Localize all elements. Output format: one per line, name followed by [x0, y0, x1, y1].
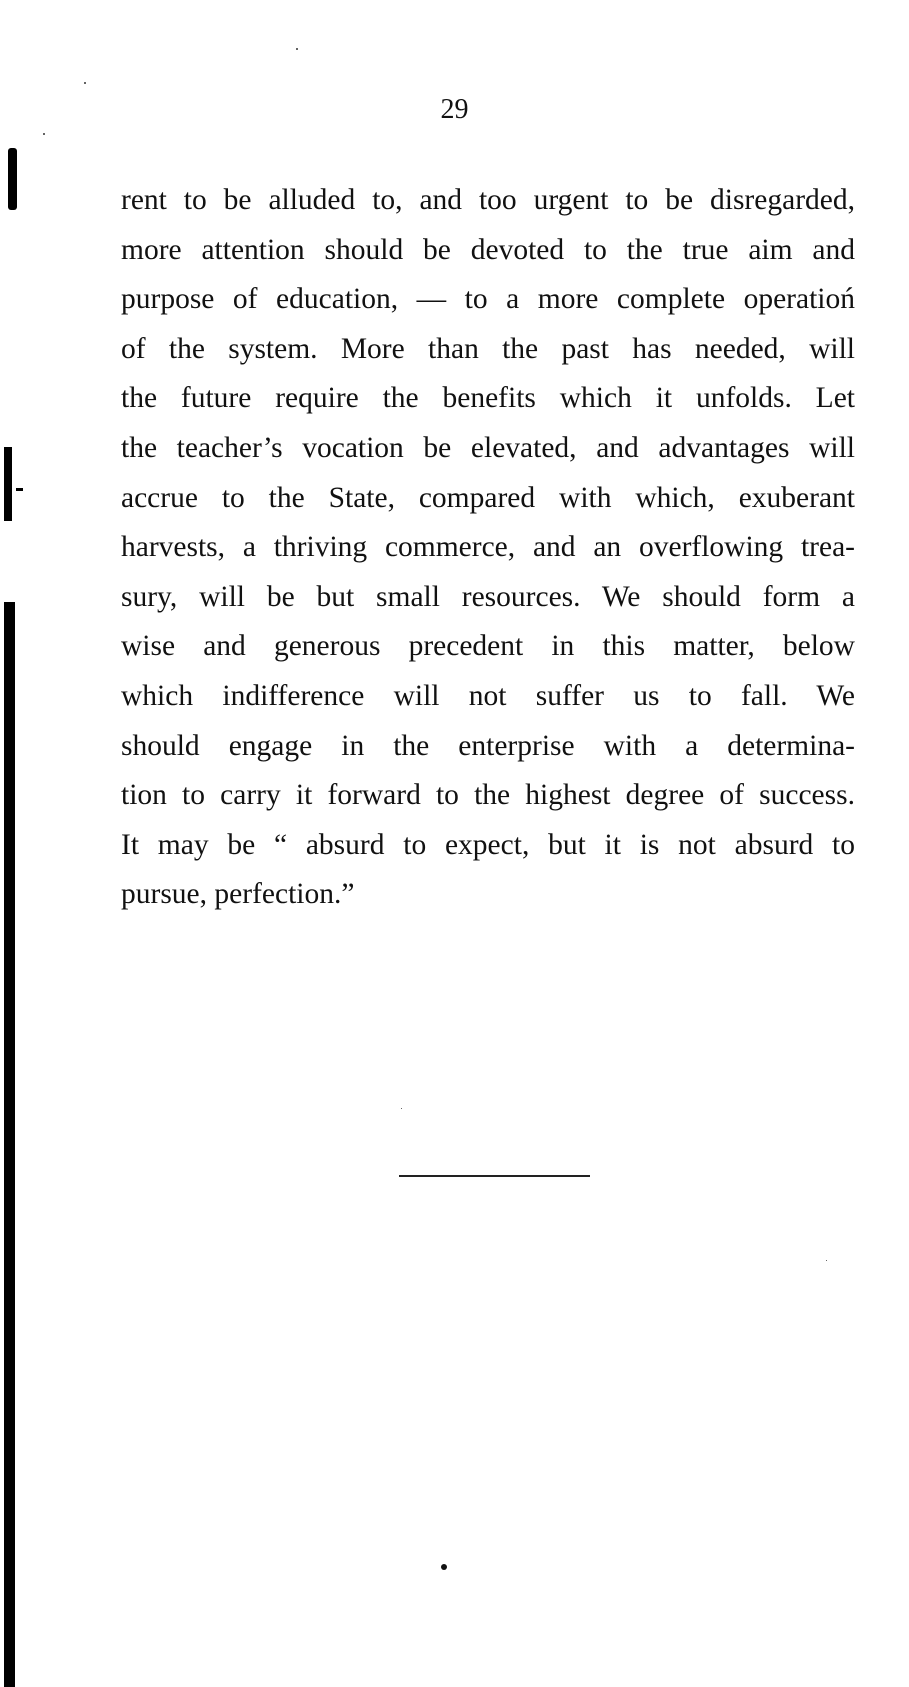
text-line: wise and generous precedent in this matter, below: [121, 630, 855, 663]
scan-speck: [296, 48, 298, 50]
page-number: 29: [440, 94, 469, 125]
binding-edge-mark-middle: [4, 447, 12, 521]
text-line: the teacher’s vocation be elevated, and advantages will: [121, 431, 855, 464]
section-end-rule: [399, 1175, 590, 1177]
text-line: sury, will be but small resources. We should form a: [121, 580, 855, 613]
binding-edge-tick: [16, 488, 23, 491]
text-line: more attention should be devoted to the true aim and: [121, 233, 855, 266]
text-line: the future require the benefits which it unfolds. Let: [121, 382, 855, 415]
scan-speck: [401, 1108, 402, 1109]
text-line: pursue, perfection.”: [121, 878, 355, 911]
scan-speck: [84, 82, 86, 84]
text-line: tion to carry it forward to the highest degree of success.: [121, 779, 855, 812]
text-line: should engage in the enterprise with a determina-: [121, 729, 855, 762]
text-line: of the system. More than the past has needed, will: [121, 332, 855, 365]
scan-speck: [826, 1260, 827, 1261]
scan-speck: [43, 133, 45, 135]
binding-edge-mark-top: [8, 148, 17, 210]
binding-edge-mark-long: [4, 602, 15, 1687]
text-line: It may be “ absurd to expect, but it is not absurd to: [121, 828, 855, 861]
text-line: harvests, a thriving commerce, and an overflowing trea-: [121, 531, 855, 564]
body-paragraph: [121, 176, 855, 920]
text-line: accrue to the State, compared with which, exuberant: [121, 481, 855, 514]
text-line: which indifference will not suffer us to fall. We: [121, 679, 855, 712]
text-line: purpose of education, — to a more complete operatioń: [121, 283, 855, 316]
text-line: rent to be alluded to, and too urgent to be disregarded,: [121, 184, 855, 216]
printers-dot: [441, 1564, 447, 1570]
